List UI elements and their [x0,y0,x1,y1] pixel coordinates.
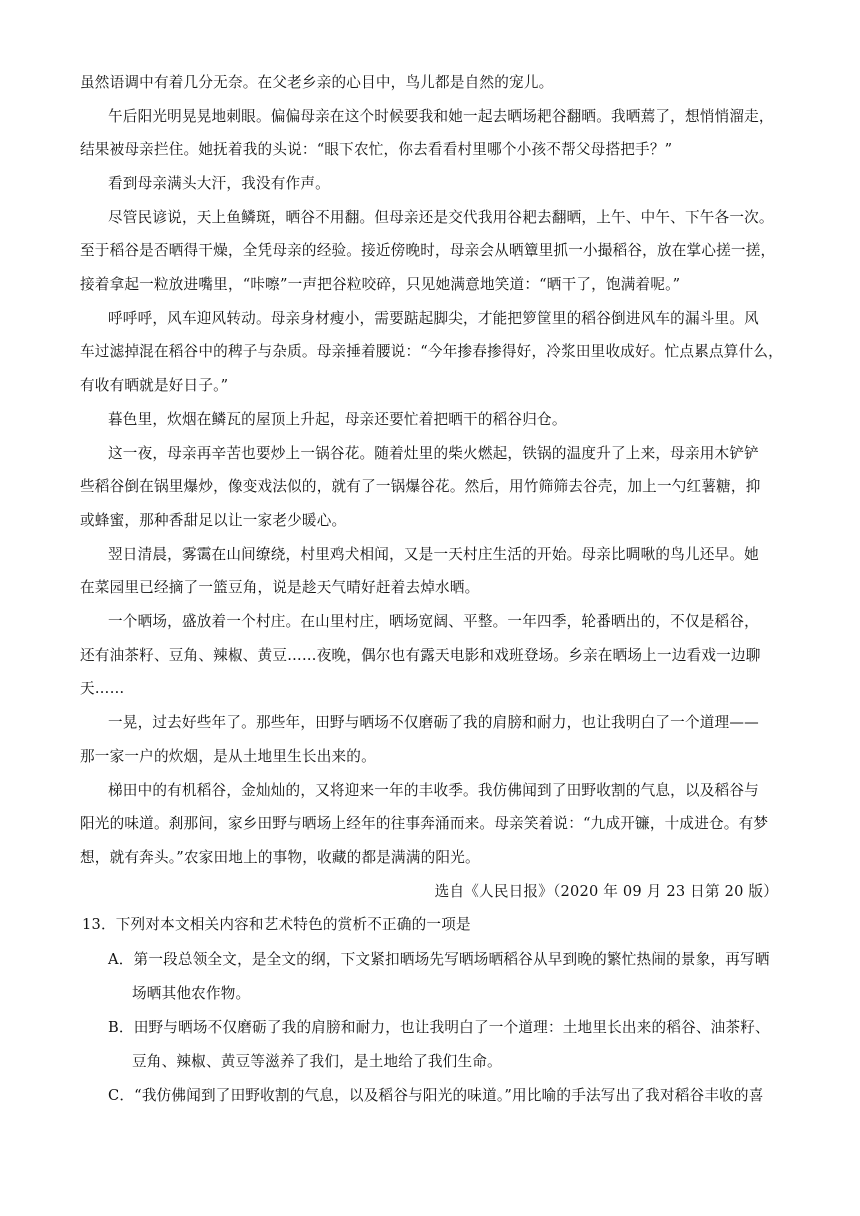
paragraph-line: 梯田中的有机稻谷，金灿灿的，又将迎来一年的丰收季。我仿佛闻到了田野收割的气息，以及稻谷与 [108,782,759,799]
paragraph-line: 在菜园里已经摘了一篮豆角，说是趁天气晴好赶着去焯水晒。 [80,579,480,596]
paragraph-line: 一晃，过去好些年了。那些年，田野与晒场不仅磨砺了我的肩膀和耐力，也让我明白了一个道理—— [108,714,759,731]
paragraph-line: 接着拿起一粒放进嘴里，“咔嚓”一声把谷粒咬碎，只见她满意地笑道：“晒干了，饱满着呢。” [80,276,681,293]
paragraph-line: 还有油茶籽、豆角、辣椒、黄豆……夜晚，偶尔也有露天电影和戏班登场。乡亲在晒场上一边看戏一边聊 [80,647,761,664]
paragraph-line: 那一家一户的炊烟，是从土地里生长出来的。 [80,748,376,765]
paragraph-line: 结果被母亲拦住。她抚着我的头说：“眼下农忙，你去看看村里哪个小孩不帮父母搭把手？” [80,141,673,158]
paragraph-line: 虽然语调中有着几分无奈。在父老乡亲的心目中，鸟儿都是自然的宠儿。 [80,74,554,91]
option-c: C．“我仿佛闻到了田野收割的气息，以及稻谷与阳光的味道。”用比喻的手法写出了我对稻谷丰收的喜 [108,1087,764,1104]
question-stem: 13．下列对本文相关内容和艺术特色的赏析不正确的一项是 [82,916,471,933]
paragraph-line: 至于稻谷是否晒得干燥，全凭母亲的经验。接近傍晚时，母亲会从晒簟里抓一小撮稻谷，放在掌心搓一搓， [80,242,776,259]
paragraph-line: 尽管民谚说，天上鱼鳞斑，晒谷不用翻。但母亲还是交代我用谷耙去翻晒，上午、中午、下午各一次。 [108,209,774,226]
paragraph-line: 看到母亲满头大汗，我没有作声。 [108,175,330,192]
paragraph-line: 有收有晒就是好日子。” [80,377,229,394]
paragraph-line: 天…… [80,680,125,697]
paragraph-line: 这一夜，母亲再辛苦也要炒上一锅谷花。随着灶里的柴火燃起，铁锅的温度升了上来，母亲用木铲铲 [108,445,759,462]
paragraph-line: 车过滤掉混在稻谷中的稗子与杂质。母亲捶着腰说：“今年掺春掺得好，冷浆田里收成好。忙点累点算什么， [80,343,783,360]
paragraph-line: 暮色里，炊烟在鳞瓦的屋顶上升起，母亲还要忙着把晒干的稻谷归仓。 [108,411,567,428]
option-b: B．田野与晒场不仅磨砺了我的肩膀和耐力，也让我明白了一个道理：土地里长出来的稻谷、油茶籽、 [108,1019,770,1036]
paragraph-line: 翌日清晨，雾霭在山间缭绕，村里鸡犬相闻，又是一天村庄生活的开始。母亲比啁啾的鸟儿还早。她 [108,546,759,563]
paragraph-line: 想，就有奔头。”农家田地上的事物，收藏的都是满满的阳光。 [80,849,480,866]
source-citation: 选自《人民日报》（2020 年 09 月 23 日第 20 版） [434,883,778,900]
paragraph-line: 些稻谷倒在锅里爆炒，像变戏法似的，就有了一锅爆谷花。然后，用竹筛筛去谷壳，加上一勺红薯糖，抑 [80,478,761,495]
paragraph-line: 午后阳光明晃晃地刺眼。偏偏母亲在这个时候要我和她一起去晒场耙谷翻晒。我晒蔫了，想悄悄溜走， [108,108,774,125]
option-a: A．第一段总领全文，是全文的纲，下文紧扣晒场先写晒场晒稻谷从早到晚的繁忙热闹的景象，再写晒 [108,951,770,968]
paragraph-line: 一个晒场，盛放着一个村庄。在山里村庄，晒场宽阔、平整。一年四季，轮番晒出的，不仅是稻谷， [108,613,759,630]
paragraph-line: 阳光的味道。刹那间，家乡田野与晒场上经年的往事奔涌而来。母亲笑着说：“九成开镰，十成进仓。有梦 [80,815,769,832]
paragraph-line: 呼呼呼，风车迎风转动。母亲身材瘦小，需要踮起脚尖，才能把箩筐里的稻谷倒进风车的漏斗里。风 [108,310,759,327]
option-a-continued: 场晒其他农作物。 [132,985,251,1002]
option-b-continued: 豆角、辣椒、黄豆等滋养了我们，是土地给了我们生命。 [132,1053,502,1070]
paragraph-line: 或蜂蜜，那种香甜足以让一家老少暖心。 [80,512,347,529]
